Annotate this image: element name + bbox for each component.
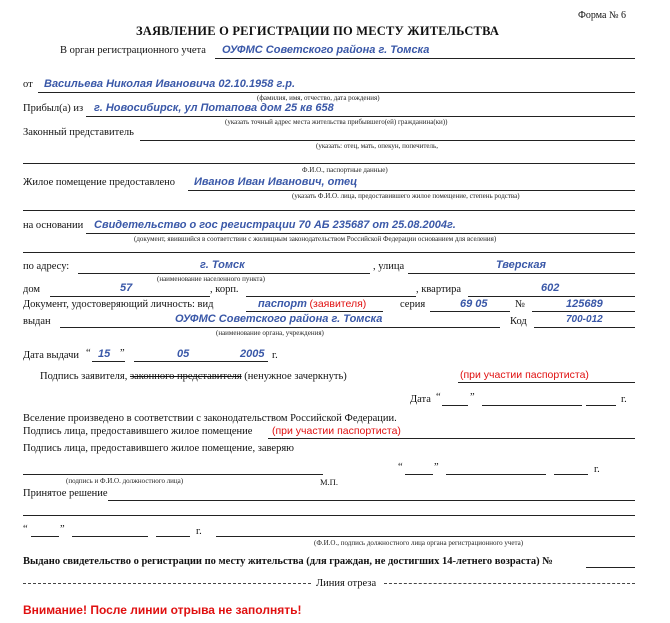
signature-label-group xyxy=(40,372,347,383)
bottom-date-quote-open: “ xyxy=(23,524,28,535)
issued-label: выдан xyxy=(23,316,51,327)
address-apt-line xyxy=(468,296,635,297)
document-kind-line xyxy=(246,311,383,312)
from-value[interactable]: Васильева Николая Ивановича 02.10.1958 г.р. xyxy=(44,78,296,90)
representative-line-2 xyxy=(23,163,635,164)
signature-date-quote-open: “ xyxy=(436,392,441,403)
issue-date-month-line xyxy=(134,361,234,362)
issued-line xyxy=(60,327,500,328)
basis-line-2 xyxy=(23,252,635,253)
from-caption: (фамилия, имя, отчество, дата рождения) xyxy=(257,94,380,102)
decision-line xyxy=(108,500,635,501)
arrived-line xyxy=(86,116,635,117)
bottom-date-suffix: г. xyxy=(196,526,202,537)
representative-caption-2: Ф.И.О., паспортные данные) xyxy=(302,166,388,174)
signature-passport-note: (при участии паспортиста) xyxy=(460,369,589,381)
cut-line-label: Линия отреза xyxy=(316,578,377,589)
settlement-line-1: Вселение произведено в соответствии с законодательством Российской Федерации. xyxy=(23,413,397,424)
issued-value[interactable]: ОУФМС Советского района г. Томска xyxy=(175,313,383,325)
certificate-number-line xyxy=(586,567,635,568)
housing-caption: (указать Ф.И.О. лица, предоставившего жилое помещение, степень родства) xyxy=(292,192,520,200)
cut-line-right xyxy=(384,583,635,584)
document-number-line xyxy=(532,311,635,312)
address-street-label: , улица xyxy=(373,261,405,272)
address-house-label: дом xyxy=(23,284,41,295)
warning-text: Внимание! После линии отрыва не заполнять! xyxy=(23,603,302,617)
decision-label: Принятое решение xyxy=(23,488,108,499)
issue-date-quote-close: ” xyxy=(120,348,125,359)
form-number: Форма № 6 xyxy=(578,10,626,21)
document-series-line xyxy=(430,311,510,312)
settlement-line-2: Подпись лица, предоставившего жилое помещение xyxy=(23,426,253,437)
signature-date-suffix: г. xyxy=(621,394,627,405)
bottom-date-day-line xyxy=(31,536,59,537)
document-series[interactable]: 69 05 xyxy=(460,298,488,310)
document-series-label: серия xyxy=(400,299,426,310)
arrived-label: Прибыл(а) из xyxy=(23,103,84,114)
signature-date-year-line xyxy=(586,405,616,406)
issue-date-month[interactable]: 05 xyxy=(177,348,190,360)
bottom-date-quote-close: ” xyxy=(60,524,65,535)
settlement-date-quote-close: ” xyxy=(434,462,439,473)
document-number[interactable]: 125689 xyxy=(566,298,603,310)
organ-value[interactable]: ОУФМС Советского района г. Томска xyxy=(222,44,430,56)
official-caption: (подпись и Ф.И.О. должностного лица) xyxy=(66,477,184,485)
signature-date-label: Дата xyxy=(410,394,431,405)
address-korp-line xyxy=(246,296,416,297)
from-line xyxy=(38,92,635,93)
signature-date-quote-close: ” xyxy=(470,392,475,403)
issue-date-quote-open: “ xyxy=(86,348,91,359)
signature-label: Подпись заявителя, xyxy=(40,371,128,382)
signature-date-month-line xyxy=(482,405,582,406)
settlement-date-quote-open: “ xyxy=(398,462,403,473)
decision-line-2 xyxy=(23,515,635,516)
issued-code-line xyxy=(534,327,635,328)
address-korp-label: , корп. xyxy=(210,284,239,295)
address-city-caption: (наименование населенного пункта) xyxy=(157,275,265,283)
cut-line-left xyxy=(23,583,311,584)
document-kind-note: (заявителя) xyxy=(309,298,367,310)
settlement-date-month-line xyxy=(446,474,546,475)
issue-date-year[interactable]: 2005 xyxy=(240,348,265,360)
settlement-signature-line xyxy=(268,438,635,439)
issue-date-day[interactable]: 15 xyxy=(98,348,111,360)
settlement-date-day-line xyxy=(405,474,433,475)
bottom-caption: (Ф.И.О., подпись должностного лица органа регистрационного учета) xyxy=(314,539,524,547)
bottom-date-year-line xyxy=(156,536,190,537)
arrived-value[interactable]: г. Новосибирск, ул Потапова дом 25 кв 658 xyxy=(94,102,334,114)
settlement-date-suffix: г. xyxy=(594,464,600,475)
from-label: от xyxy=(23,79,33,90)
settlement-line-3: Подпись лица, предоставившего жилое помещение, заверяю xyxy=(23,443,294,454)
issued-code[interactable]: 700-012 xyxy=(566,314,603,325)
address-city[interactable]: г. Томск xyxy=(200,259,245,271)
basis-line xyxy=(86,233,635,234)
signature-note: (ненужное зачеркнуть) xyxy=(244,371,347,382)
certificate-text: Выдано свидетельство о регистрации по месту жительства (для граждан, не достигших 14-летнего возраста) № xyxy=(23,556,553,567)
issue-date-suffix: г. xyxy=(272,350,278,361)
settlement-date-year-line xyxy=(554,474,588,475)
representative-caption-1: (указать: отец, мать, опекун, попечитель, xyxy=(316,142,438,150)
address-apt-label: , квартира xyxy=(416,284,462,295)
housing-label: Жилое помещение предоставлено xyxy=(23,177,176,188)
arrived-caption: (указать точный адрес места жительства прибывшего(ей) гражданина(ки)) xyxy=(225,118,448,126)
issued-code-label: Код xyxy=(510,316,527,327)
signature-line xyxy=(458,382,635,383)
address-house-line xyxy=(50,296,210,297)
issue-date-year-line xyxy=(234,361,268,362)
basis-value[interactable]: Свидетельство о гос регистрации 70 АБ 235687 от 25.08.2004г. xyxy=(94,219,456,231)
issue-date-day-line xyxy=(92,361,125,362)
organ-label: В орган регистрационного учета xyxy=(60,45,206,56)
address-street-line xyxy=(408,273,635,274)
address-street[interactable]: Тверская xyxy=(496,259,546,271)
address-label: по адресу: xyxy=(23,261,70,272)
document-number-label: № xyxy=(515,299,526,310)
organ-line xyxy=(215,58,635,59)
document-kind[interactable]: паспорт xyxy=(258,298,307,310)
official-stamp-mark: М.П. xyxy=(320,477,338,487)
official-signature-line xyxy=(23,474,323,475)
housing-line xyxy=(188,190,635,191)
document-title: ЗАЯВЛЕНИЕ О РЕГИСТРАЦИИ ПО МЕСТУ ЖИТЕЛЬСТВА xyxy=(136,24,500,38)
housing-line-2 xyxy=(23,210,635,211)
document-kind-group[interactable] xyxy=(258,299,366,311)
representative-line xyxy=(140,140,635,141)
basis-label: на основании xyxy=(23,220,84,231)
issue-date-label: Дата выдачи xyxy=(23,350,80,361)
issued-caption: (наименование органа, учреждения) xyxy=(216,329,324,337)
document-label: Документ, удостоверяющий личность: вид xyxy=(23,299,214,310)
address-city-line xyxy=(78,273,370,274)
address-house[interactable]: 57 xyxy=(120,282,133,294)
signature-date-day-line xyxy=(442,405,468,406)
bottom-date-month-line xyxy=(72,536,148,537)
settlement-passport-note: (при участии паспортиста) xyxy=(272,425,401,437)
signature-struck: законного представителя xyxy=(129,371,242,382)
bottom-signature-line xyxy=(216,536,635,537)
housing-value[interactable]: Иванов Иван Иванович, отец xyxy=(194,176,358,188)
address-apt[interactable]: 602 xyxy=(541,282,560,294)
basis-caption: (документ, явившийся в соответствии с жилищным законодательством Российской Федерации основанием для вселения) xyxy=(134,235,497,243)
representative-label: Законный представитель xyxy=(23,127,134,138)
